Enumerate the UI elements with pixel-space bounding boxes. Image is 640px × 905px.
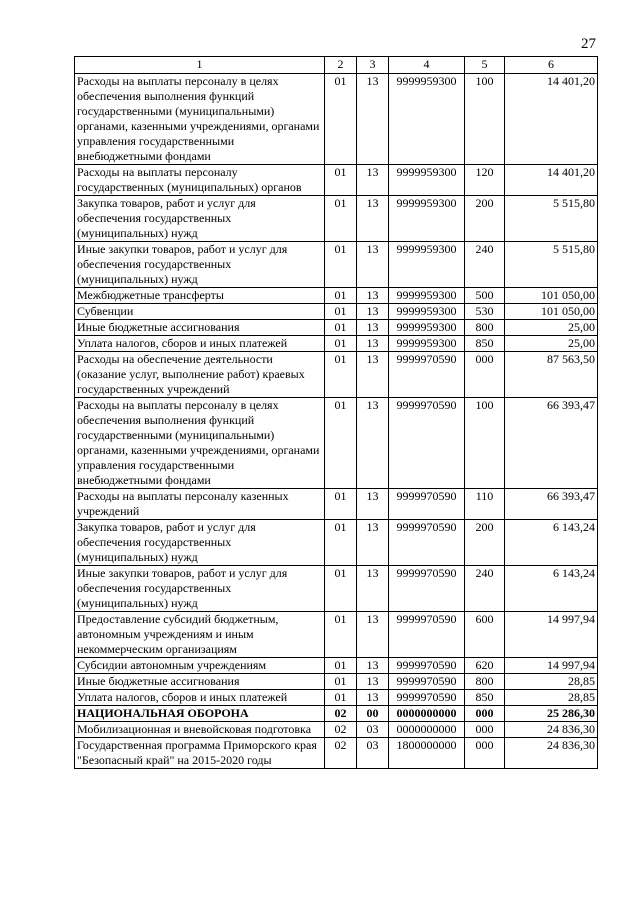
- row-amount-cell: 66 393,47: [505, 398, 598, 489]
- row-amount-cell: 24 836,30: [505, 738, 598, 769]
- row-amount-cell: 6 143,24: [505, 566, 598, 612]
- row-subsection-cell: 03: [357, 722, 389, 738]
- row-section-cell: 01: [325, 336, 357, 352]
- row-section-cell: 01: [325, 74, 357, 165]
- row-section-cell: 01: [325, 165, 357, 196]
- row-name-cell: Иные закупки товаров, работ и услуг для обеспечения государственных (муниципальных) нужд: [75, 242, 325, 288]
- header-col-5: 5: [465, 57, 505, 74]
- row-section-cell: 01: [325, 320, 357, 336]
- row-expense-type-cell: 240: [465, 242, 505, 288]
- row-expense-type-cell: 850: [465, 690, 505, 706]
- row-section-cell: 01: [325, 242, 357, 288]
- row-target-article-cell: 9999970590: [389, 658, 465, 674]
- page-number: 27: [581, 36, 596, 52]
- row-amount-cell: 25 286,30: [505, 706, 598, 722]
- table-row: [75, 74, 598, 165]
- table-row: [75, 520, 598, 566]
- row-name-cell: Предоставление субсидий бюджетным, автономным учреждениям и иным некоммерческим организациям: [75, 612, 325, 658]
- row-amount-cell: 101 050,00: [505, 288, 598, 304]
- row-amount-cell: 25,00: [505, 320, 598, 336]
- table-row: [75, 738, 598, 769]
- table-row: [75, 706, 598, 722]
- row-amount-cell: 6 143,24: [505, 520, 598, 566]
- row-target-article-cell: 9999970590: [389, 612, 465, 658]
- row-subsection-cell: 13: [357, 566, 389, 612]
- row-section-cell: 01: [325, 674, 357, 690]
- row-subsection-cell: 00: [357, 706, 389, 722]
- table-row: [75, 165, 598, 196]
- row-target-article-cell: 9999970590: [389, 398, 465, 489]
- row-expense-type-cell: 110: [465, 489, 505, 520]
- row-expense-type-cell: 800: [465, 320, 505, 336]
- row-name-cell: Расходы на обеспечение деятельности (оказание услуг, выполнение работ) краевых государственных учреждений: [75, 352, 325, 398]
- table-row: [75, 658, 598, 674]
- row-expense-type-cell: 120: [465, 165, 505, 196]
- row-amount-cell: 5 515,80: [505, 196, 598, 242]
- row-target-article-cell: 9999959300: [389, 288, 465, 304]
- row-target-article-cell: 9999970590: [389, 520, 465, 566]
- row-amount-cell: 87 563,50: [505, 352, 598, 398]
- row-section-cell: 01: [325, 520, 357, 566]
- row-subsection-cell: 13: [357, 690, 389, 706]
- row-section-cell: 02: [325, 738, 357, 769]
- row-subsection-cell: 13: [357, 196, 389, 242]
- row-section-cell: 01: [325, 398, 357, 489]
- row-amount-cell: 5 515,80: [505, 242, 598, 288]
- row-target-article-cell: 9999959300: [389, 242, 465, 288]
- row-subsection-cell: 13: [357, 352, 389, 398]
- table-row: [75, 674, 598, 690]
- row-subsection-cell: 13: [357, 658, 389, 674]
- row-subsection-cell: 13: [357, 612, 389, 658]
- row-target-article-cell: 9999959300: [389, 320, 465, 336]
- table-row: [75, 336, 598, 352]
- row-target-article-cell: 9999970590: [389, 352, 465, 398]
- row-name-cell: Расходы на выплаты персоналу казенных учреждений: [75, 489, 325, 520]
- header-col-3: 3: [357, 57, 389, 74]
- row-target-article-cell: 0000000000: [389, 722, 465, 738]
- row-target-article-cell: 9999959300: [389, 304, 465, 320]
- row-subsection-cell: 13: [357, 489, 389, 520]
- row-expense-type-cell: 000: [465, 352, 505, 398]
- row-name-cell: Уплата налогов, сборов и иных платежей: [75, 690, 325, 706]
- row-section-cell: 02: [325, 706, 357, 722]
- row-name-cell: Иные закупки товаров, работ и услуг для обеспечения государственных (муниципальных) нужд: [75, 566, 325, 612]
- row-name-cell: Расходы на выплаты персоналу государственных (муниципальных) органов: [75, 165, 325, 196]
- table-row: [75, 690, 598, 706]
- row-section-cell: 01: [325, 352, 357, 398]
- row-name-cell: Уплата налогов, сборов и иных платежей: [75, 336, 325, 352]
- row-section-cell: 01: [325, 304, 357, 320]
- row-section-cell: 01: [325, 690, 357, 706]
- row-expense-type-cell: 600: [465, 612, 505, 658]
- row-subsection-cell: 03: [357, 738, 389, 769]
- row-subsection-cell: 13: [357, 165, 389, 196]
- row-amount-cell: 28,85: [505, 690, 598, 706]
- row-expense-type-cell: 100: [465, 398, 505, 489]
- row-name-cell: Расходы на выплаты персоналу в целях обеспечения выполнения функций государственными (муниципальными) органами, казенными учреждениями, органами управления государственными внебюджетными фондами: [75, 74, 325, 165]
- row-subsection-cell: 13: [357, 74, 389, 165]
- header-col-2: 2: [325, 57, 357, 74]
- row-name-cell: Иные бюджетные ассигнования: [75, 320, 325, 336]
- row-expense-type-cell: 500: [465, 288, 505, 304]
- row-subsection-cell: 13: [357, 288, 389, 304]
- row-amount-cell: 25,00: [505, 336, 598, 352]
- row-expense-type-cell: 530: [465, 304, 505, 320]
- row-expense-type-cell: 100: [465, 74, 505, 165]
- row-target-article-cell: 1800000000: [389, 738, 465, 769]
- row-target-article-cell: 9999970590: [389, 690, 465, 706]
- table-row: [75, 398, 598, 489]
- table-row: [75, 489, 598, 520]
- row-target-article-cell: 9999970590: [389, 674, 465, 690]
- row-expense-type-cell: 000: [465, 722, 505, 738]
- table-row: [75, 612, 598, 658]
- row-name-cell: Закупка товаров, работ и услуг для обеспечения государственных (муниципальных) нужд: [75, 196, 325, 242]
- row-name-cell: Расходы на выплаты персоналу в целях обеспечения выполнения функций государственными (муниципальными) органами, казенными учреждениями, органами управления государственными внебюджетными фондами: [75, 398, 325, 489]
- row-amount-cell: 66 393,47: [505, 489, 598, 520]
- row-subsection-cell: 13: [357, 398, 389, 489]
- header-col-6: 6: [505, 57, 598, 74]
- row-section-cell: 01: [325, 288, 357, 304]
- row-name-cell: Иные бюджетные ассигнования: [75, 674, 325, 690]
- table-row: [75, 320, 598, 336]
- row-section-cell: 01: [325, 658, 357, 674]
- row-amount-cell: 14 401,20: [505, 165, 598, 196]
- table-row: [75, 196, 598, 242]
- row-amount-cell: 101 050,00: [505, 304, 598, 320]
- row-expense-type-cell: 000: [465, 738, 505, 769]
- row-target-article-cell: 0000000000: [389, 706, 465, 722]
- row-name-cell: Государственная программа Приморского края "Безопасный край" на 2015-2020 годы: [75, 738, 325, 769]
- row-name-cell: Межбюджетные трансферты: [75, 288, 325, 304]
- header-col-1: 1: [75, 57, 325, 74]
- row-subsection-cell: 13: [357, 336, 389, 352]
- row-subsection-cell: 13: [357, 304, 389, 320]
- row-expense-type-cell: 850: [465, 336, 505, 352]
- row-section-cell: 01: [325, 612, 357, 658]
- row-expense-type-cell: 800: [465, 674, 505, 690]
- row-name-cell: Закупка товаров, работ и услуг для обеспечения государственных (муниципальных) нужд: [75, 520, 325, 566]
- row-expense-type-cell: 200: [465, 520, 505, 566]
- header-col-4: 4: [389, 57, 465, 74]
- row-subsection-cell: 13: [357, 242, 389, 288]
- row-amount-cell: 28,85: [505, 674, 598, 690]
- row-target-article-cell: 9999970590: [389, 566, 465, 612]
- row-name-cell: НАЦИОНАЛЬНАЯ ОБОРОНА: [75, 706, 325, 722]
- row-name-cell: Субвенции: [75, 304, 325, 320]
- row-section-cell: 01: [325, 196, 357, 242]
- table-row: [75, 288, 598, 304]
- row-target-article-cell: 9999959300: [389, 336, 465, 352]
- row-subsection-cell: 13: [357, 674, 389, 690]
- table-row: [75, 304, 598, 320]
- row-target-article-cell: 9999959300: [389, 196, 465, 242]
- row-name-cell: Субсидии автономным учреждениям: [75, 658, 325, 674]
- row-amount-cell: 14 997,94: [505, 658, 598, 674]
- table-row: [75, 566, 598, 612]
- row-amount-cell: 14 401,20: [505, 74, 598, 165]
- row-section-cell: 01: [325, 566, 357, 612]
- table-header-row: [75, 57, 598, 74]
- row-target-article-cell: 9999970590: [389, 489, 465, 520]
- row-amount-cell: 24 836,30: [505, 722, 598, 738]
- row-expense-type-cell: 000: [465, 706, 505, 722]
- row-target-article-cell: 9999959300: [389, 165, 465, 196]
- row-target-article-cell: 9999959300: [389, 74, 465, 165]
- table-row: [75, 352, 598, 398]
- row-name-cell: Мобилизационная и вневойсковая подготовка: [75, 722, 325, 738]
- row-subsection-cell: 13: [357, 520, 389, 566]
- row-expense-type-cell: 200: [465, 196, 505, 242]
- row-amount-cell: 14 997,94: [505, 612, 598, 658]
- table-row: [75, 242, 598, 288]
- row-subsection-cell: 13: [357, 320, 389, 336]
- row-expense-type-cell: 240: [465, 566, 505, 612]
- row-section-cell: 01: [325, 489, 357, 520]
- budget-table: [74, 56, 598, 769]
- row-section-cell: 02: [325, 722, 357, 738]
- row-expense-type-cell: 620: [465, 658, 505, 674]
- table-row: [75, 722, 598, 738]
